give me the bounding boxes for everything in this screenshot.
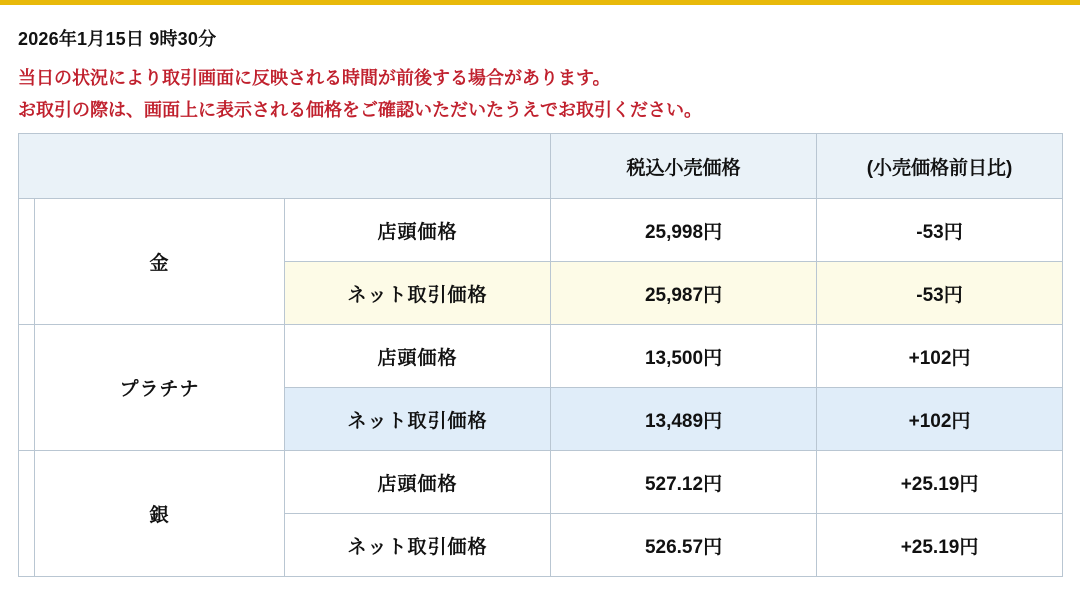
kind-label: ネット取引価格 <box>285 514 551 577</box>
metal-label-silver: 銀 <box>35 451 285 577</box>
notice-line-1: 当日の状況により取引画面に反映される時間が前後する場合があります。 <box>18 68 611 88</box>
kind-label: ネット取引価格 <box>285 388 551 451</box>
kind-label: 店頭価格 <box>285 325 551 388</box>
table-row <box>19 451 1063 514</box>
kind-label: 店頭価格 <box>285 451 551 514</box>
price-value: 25,987円 <box>551 262 817 325</box>
price-value: 13,489円 <box>551 388 817 451</box>
update-timestamp: 2026年1月15日 9時30分 <box>18 29 217 49</box>
price-table <box>18 133 1063 577</box>
table-row <box>19 199 1063 262</box>
kind-label: 店頭価格 <box>285 199 551 262</box>
metal-color-bar-silver <box>19 451 35 577</box>
table-header <box>19 134 1063 199</box>
diff-value: +102円 <box>817 388 1063 451</box>
header-blank <box>19 134 551 199</box>
header-price: 税込小売価格 <box>551 134 817 199</box>
diff-value: +25.19円 <box>817 514 1063 577</box>
notice-line-2: お取引の際は、画面上に表示される価格をご確認いただいたうえでお取引ください。 <box>18 100 702 120</box>
page-content <box>0 5 1080 577</box>
diff-value: +25.19円 <box>817 451 1063 514</box>
price-value: 25,998円 <box>551 199 817 262</box>
header-diff: (小売価格前日比) <box>817 134 1063 199</box>
price-value: 526.57円 <box>551 514 817 577</box>
price-value: 527.12円 <box>551 451 817 514</box>
diff-value: -53円 <box>817 199 1063 262</box>
diff-value: -53円 <box>817 262 1063 325</box>
table-row <box>19 325 1063 388</box>
table-body <box>19 199 1063 577</box>
price-value: 13,500円 <box>551 325 817 388</box>
metal-label-gold: 金 <box>35 199 285 325</box>
kind-label: ネット取引価格 <box>285 262 551 325</box>
diff-value: +102円 <box>817 325 1063 388</box>
metal-label-platinum: プラチナ <box>35 325 285 451</box>
table-header-row <box>19 134 1063 199</box>
metal-color-bar-platinum <box>19 325 35 451</box>
notice-block <box>18 69 1080 119</box>
metal-color-bar-gold <box>19 199 35 325</box>
